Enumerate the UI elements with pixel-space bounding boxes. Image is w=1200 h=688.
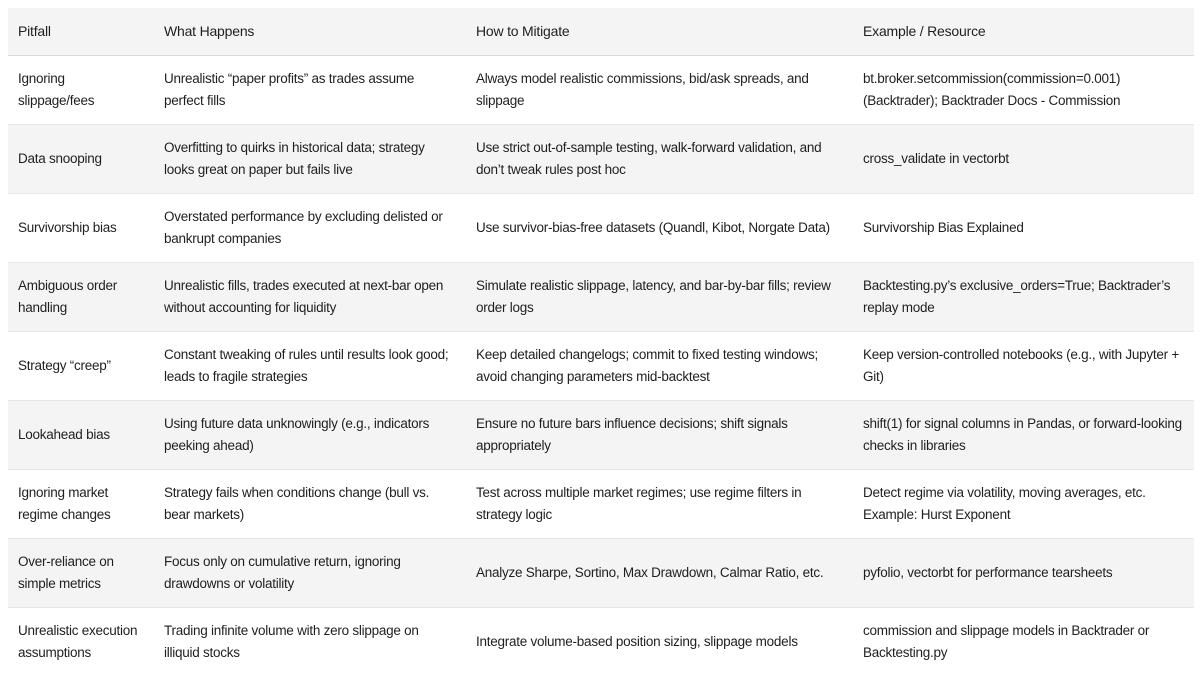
cell-what-happens: Trading infinite volume with zero slippage on illiquid stocks xyxy=(164,622,419,660)
cell-how-to-mitigate: Analyze Sharpe, Sortino, Max Drawdown, Calmar Ratio, etc. xyxy=(466,538,853,607)
cell-what-happens: Unrealistic “paper profits” as trades assume perfect fills xyxy=(154,55,466,124)
table-row xyxy=(8,193,1194,262)
cell-example-resource: Survivorship Bias Explained xyxy=(853,193,1194,262)
table-body xyxy=(8,55,1194,676)
cell-what-happens: Constant tweaking of rules until results look good; leads to fragile strategies xyxy=(154,331,466,400)
cell-pitfall: Ignoring market regime changes xyxy=(8,469,154,538)
cell-how-to-mitigate: Keep detailed changelogs; commit to fixed testing windows; avoid changing parameters mid-backtest xyxy=(466,331,853,400)
cell-pitfall: Survivorship bias xyxy=(8,193,154,262)
cell-what-happens: Using future data unknowingly (e.g., indicators peeking ahead) xyxy=(154,400,466,469)
cell-how-to-mitigate: Test across multiple market regimes; use regime filters in strategy logic xyxy=(466,469,853,538)
cell-pitfall: Unrealistic execution assumptions xyxy=(18,622,138,660)
cell-how-to-mitigate: Ensure no future bars influence decisions; shift signals appropriately xyxy=(466,400,853,469)
cell-pitfall: Strategy “creep” xyxy=(8,331,154,400)
cell-example-resource: shift(1) for signal columns in Pandas, or forward-looking checks in libraries xyxy=(853,400,1194,469)
table-row xyxy=(8,331,1194,400)
cell-example-resource: commission and slippage models in Backtrader or Backtesting.py xyxy=(863,622,1150,660)
cell-example-resource: Keep version-controlled notebooks (e.g., with Jupyter + Git) xyxy=(853,331,1194,400)
cell-example-resource: cross_validate in vectorbt xyxy=(853,124,1194,193)
cell-pitfall: Ambiguous order handling xyxy=(8,262,154,331)
cell-pitfall: Ignoring slippage/fees xyxy=(8,55,154,124)
cell-pitfall: Lookahead bias xyxy=(8,400,154,469)
table-header xyxy=(8,8,1194,55)
column-header-how-to-mitigate: How to Mitigate xyxy=(466,8,853,55)
cell-pitfall: Over-reliance on simple metrics xyxy=(8,538,154,607)
cell-example-resource: pyfolio, vectorbt for performance tearsheets xyxy=(853,538,1194,607)
table-row xyxy=(8,538,1194,607)
cell-what-happens: Strategy fails when conditions change (bull vs. bear markets) xyxy=(154,469,466,538)
cell-how-to-mitigate: Always model realistic commissions, bid/ask spreads, and slippage xyxy=(466,55,853,124)
table-row xyxy=(8,469,1194,538)
cell-how-to-mitigate: Use strict out-of-sample testing, walk-forward validation, and don’t tweak rules post hoc xyxy=(466,124,853,193)
pitfalls-table xyxy=(8,8,1194,676)
pitfalls-table-container xyxy=(8,8,1194,680)
cell-what-happens: Overfitting to quirks in historical data; strategy looks great on paper but fails live xyxy=(154,124,466,193)
table-row xyxy=(8,607,1194,676)
cell-what-happens: Overstated performance by excluding delisted or bankrupt companies xyxy=(154,193,466,262)
column-header-pitfall: Pitfall xyxy=(8,8,154,55)
table-row xyxy=(8,55,1194,124)
table-row xyxy=(8,124,1194,193)
cell-how-to-mitigate: Integrate volume-based position sizing, slippage models xyxy=(476,633,798,649)
table-row xyxy=(8,262,1194,331)
cell-pitfall: Data snooping xyxy=(8,124,154,193)
cell-how-to-mitigate: Use survivor-bias-free datasets (Quandl, Kibot, Norgate Data) xyxy=(466,193,853,262)
cell-what-happens: Unrealistic fills, trades executed at next-bar open without accounting for liquidity xyxy=(154,262,466,331)
column-header-what-happens: What Happens xyxy=(154,8,466,55)
header-row xyxy=(8,8,1194,55)
cell-what-happens: Focus only on cumulative return, ignoring drawdowns or volatility xyxy=(154,538,466,607)
cell-example-resource: Backtesting.py’s exclusive_orders=True; Backtrader’s replay mode xyxy=(853,262,1194,331)
cell-example-resource: bt.broker.setcommission(commission=0.001) (Backtrader); Backtrader Docs - Commission xyxy=(853,55,1194,124)
table-row xyxy=(8,400,1194,469)
column-header-example-resource: Example / Resource xyxy=(853,8,1194,55)
cell-how-to-mitigate: Simulate realistic slippage, latency, and bar-by-bar fills; review order logs xyxy=(466,262,853,331)
cell-example-resource: Detect regime via volatility, moving averages, etc. Example: Hurst Exponent xyxy=(853,469,1194,538)
